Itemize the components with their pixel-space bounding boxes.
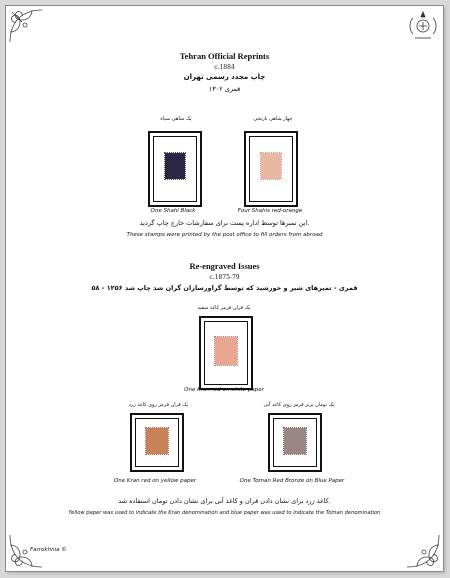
stamp-label-persian: چهار شاهی نارنجی (253, 116, 293, 122)
album-page (5, 5, 444, 572)
footer-credit: Farrokhnia © (30, 547, 67, 553)
stamp-mount (199, 316, 253, 390)
corner-ornament-bottom-right-icon (405, 533, 441, 569)
stamp-one-kran-red-white (215, 337, 237, 365)
stamp-four-shahis-red-orange (261, 153, 281, 179)
stamp-mount (130, 413, 184, 472)
stamp-mount (148, 131, 202, 207)
stamp-caption: One Toman Red Bronze on Blue Paper (239, 478, 345, 484)
section1-note-persian: این تمبرها توسط اداره پست برای سفارشات خارج چاپ گردید. (139, 219, 310, 227)
stamp-label-persian: یک قران قرمز کاغذ سفید (197, 305, 251, 311)
section2-note-persian: کاغذ زرد برای نشان دادن قران و کاغذ آبی برای نشان دادن تومان استفاده شد. (118, 497, 331, 505)
stamp-mount (268, 413, 322, 472)
section1-persian-subtitle: ۱۳۰۲ قمری (208, 85, 241, 93)
stamp-one-toman-red-bronze-blue (284, 428, 306, 454)
stamp-label-persian: یک قران قرمز روی کاغذ زرد (128, 402, 189, 408)
corner-ornament-top-left-icon (8, 8, 44, 44)
section1-persian-title: چاپ مجدد رسمی تهران (183, 73, 266, 81)
section1-title: Tehran Official Reprints (179, 51, 270, 61)
stamp-caption: Four Shahis red-orange (237, 208, 303, 214)
stamp-label-persian: یک شاهی سیاه (160, 116, 192, 122)
stamp-caption: One Shahi Black (150, 208, 196, 214)
section1-date: c.1884 (214, 64, 235, 71)
stamp-one-kran-red-yellow (146, 428, 168, 454)
stamp-one-shahi-black (165, 153, 185, 179)
coat-of-arms-icon (405, 8, 441, 44)
stamp-label-persian: یک تومان برنز قرمز روی کاغذ آبی (263, 402, 335, 408)
section2-persian-line: ۵۸ - ۱۲۵۶ قمری - تمبرهای شیر و خورشید که توسط گراورسازان گران شد چاپ شد (91, 284, 358, 292)
stamp-caption: One Kran red on yellow paper (113, 478, 197, 484)
section2-date: c.1875-79 (209, 274, 240, 281)
stamp-mount (244, 131, 298, 207)
section2-note-english: Yellow paper was used to indicate the Kran denomination and blue paper was used to indicate the Toman denomination (68, 510, 381, 516)
section1-note-english: These stamps were printed by the post office to fill orders from abroad (126, 232, 323, 238)
stamp-caption: One Kran red on white paper (184, 387, 264, 393)
section2-title: Re-engraved Issues (189, 261, 260, 271)
